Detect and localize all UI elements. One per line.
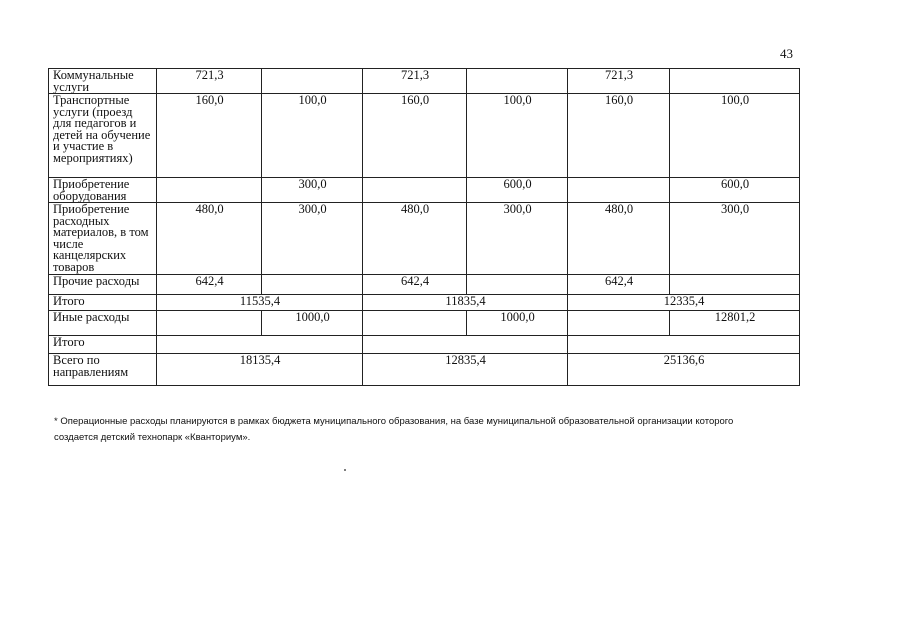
table-cell: 300,0 (467, 203, 568, 275)
row-label: Всего по направлениям (49, 354, 157, 386)
subtotal-row (49, 336, 800, 354)
table-cell (467, 69, 568, 94)
table-cell (157, 178, 262, 203)
page-number: 43 (780, 46, 793, 61)
table-cell: 100,0 (467, 94, 568, 178)
table-cell (568, 311, 670, 336)
table-cell: 100,0 (670, 94, 800, 178)
table-cell (670, 275, 800, 295)
table-cell (157, 336, 363, 354)
row-label: Приобретение расходных материалов, в том числе канцелярских товаров (49, 203, 157, 275)
table-cell: 721,3 (157, 69, 262, 94)
row-label: Транспортные услуги (проезд для педагогов и детей на обучение и участие в мероприятиях) (49, 94, 157, 178)
table-cell: 600,0 (467, 178, 568, 203)
footnote: * Операционные расходы планируются в рамках бюджета муниципального образования, на базе муниципальной образовательной организации которого создается детский технопарк «Кванториум». (54, 416, 734, 443)
row-label: Приобретение оборудования (49, 178, 157, 203)
table-row (49, 275, 800, 295)
table-cell: 300,0 (670, 203, 800, 275)
table-cell: 11835,4 (363, 295, 568, 311)
total-row (49, 354, 800, 386)
row-label: Итого (49, 295, 157, 311)
table-cell (568, 178, 670, 203)
table-row (49, 203, 800, 275)
table-cell: 18135,4 (157, 354, 363, 386)
row-label: Итого (49, 336, 157, 354)
table-cell (467, 275, 568, 295)
table-cell: 160,0 (157, 94, 262, 178)
table-cell: 480,0 (568, 203, 670, 275)
row-label: Прочие расходы (49, 275, 157, 295)
table-cell (262, 275, 363, 295)
budget-table (48, 68, 800, 386)
table-cell: 25136,6 (568, 354, 800, 386)
table-cell: 642,4 (363, 275, 467, 295)
table-cell: 100,0 (262, 94, 363, 178)
table-row (49, 69, 800, 94)
table-row (49, 178, 800, 203)
table-cell (157, 311, 262, 336)
table-cell: 721,3 (568, 69, 670, 94)
table-cell (363, 178, 467, 203)
table-cell: 12335,4 (568, 295, 800, 311)
table-cell (262, 69, 363, 94)
table-cell: 12835,4 (363, 354, 568, 386)
table-cell: 160,0 (568, 94, 670, 178)
table-cell: 300,0 (262, 178, 363, 203)
row-label: Коммунальные услуги (49, 69, 157, 94)
table-cell: 721,3 (363, 69, 467, 94)
table-cell: 1000,0 (467, 311, 568, 336)
table-cell (568, 336, 800, 354)
table-cell (363, 311, 467, 336)
table-cell (670, 69, 800, 94)
table-cell: 160,0 (363, 94, 467, 178)
table-cell (363, 336, 568, 354)
table-row (49, 311, 800, 336)
scan-speck (344, 469, 346, 471)
table-cell: 1000,0 (262, 311, 363, 336)
table-row (49, 94, 800, 178)
subtotal-row (49, 295, 800, 311)
table-cell: 480,0 (363, 203, 467, 275)
table-cell: 642,4 (157, 275, 262, 295)
table-cell: 642,4 (568, 275, 670, 295)
table-cell: 600,0 (670, 178, 800, 203)
table-cell: 480,0 (157, 203, 262, 275)
table-cell: 300,0 (262, 203, 363, 275)
row-label: Иные расходы (49, 311, 157, 336)
table-cell: 12801,2 (670, 311, 800, 336)
table-cell: 11535,4 (157, 295, 363, 311)
